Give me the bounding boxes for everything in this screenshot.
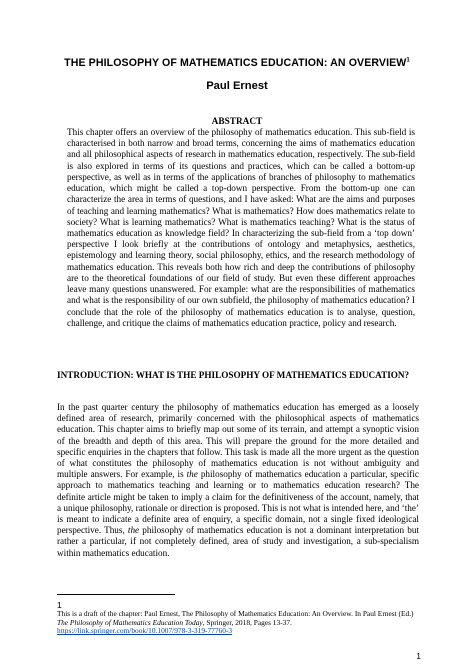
footnote-text-after: , Springer, 2018, Pages 13-37.: [202, 617, 292, 627]
footnote-text-before: This is a draft of the chapter: Paul Ernest, The Philosophy of Mathematics Education: An Overview. In Paul Ernest (Ed.): [57, 609, 414, 618]
intro-text-part-2: philosophy of mathematics education a particular, specific approach to mathematics teaching and learning or to mathematics education research? The definite article might be taken to imply a claim for the definitiveness of the account, namely, that a unique philosophy, rationale or direction is proposed. This is not what is intended here, and ‘the’ is meant to indicate a definite area of enquiry, a specific domain, not a single fixed ideological perspective. Thus,: [57, 469, 419, 536]
page-number: 1: [416, 651, 421, 661]
abstract-heading: ABSTRACT: [211, 117, 263, 127]
paper-title: [0, 57, 474, 69]
footnote-link[interactable]: https://link.springer.com/book/10.1007/978-3-319-77760-3: [57, 626, 233, 636]
footnote-divider: [57, 594, 175, 595]
author-name: Paul Ernest: [206, 80, 268, 92]
abstract-body: This chapter offers an overview of the philosophy of mathematics education. This sub-field is characterised in both narrow and broad terms, concerning the aims of mathematics education and all philosophical aspects of research in mathematics education, respectively. The sub-field is also explored in terms of its questions and practices, which can be called a bottom-up perspective, as well as in terms of the applications of branches of philosophy to mathematics education, which might be called a top-down perspective. From the bottom-up one can characterize the area in terms of questions, and I have asked: What are the aims and purposes of teaching and learning mathematics? What is mathematics? How does mathematics relate to society? What is learning mathematics? What is mathematics teaching? What is the status of mathematics education as knowledge field? In characterizing the sub-field from a ‘top down’ perspective I look briefly at the contributions of ontology and metaphysics, aesthetics, epistemology and learning theory, social philosophy, ethics, and the research methodology of mathematics education. This reveals both how rich and deep the contributions of philosophy are to the theoretical foundations of our field of study. But even these different approaches leave many questions unanswered. For example: what are the responsibilities of mathematics and what is the responsibility of our own subfield, the philosophy of mathematics education? I conclude that the role of the philosophy of mathematics education is to analyse, question, challenge, and critique the claims of mathematics education practice, policy and research.: [67, 127, 415, 328]
footnote-book-title: The Philosophy of Mathematics Education Today: [57, 617, 203, 627]
section-heading: INTRODUCTION: WHAT IS THE PHILOSOPHY OF MATHEMATICS EDUCATION?: [57, 370, 410, 380]
intro-text-part-1: In the past quarter century the philosophy of mathematics education has emerged as a loosely defined area of research, primarily concerned with the philosophical aspects of mathematics education. This chapter aims to briefly map out some of its terrain, and attempt a synoptic vision of the breadth and depth of this area. This will prepare the ground for the more detailed and specific enquiries in the chapters that follow. This task is made all the more urgent as the question of what constitutes the philosophy of mathematics education is not without ambiguity and multiple answers. For example, is: [57, 402, 419, 480]
intro-text-part-3: philosophy of mathematics education is not a dominant interpretation but rather a particular, if not completely defined, area of study and investigation, a sub-specialism within mathematics education.: [57, 525, 419, 558]
paper-title-text: THE PHILOSOPHY OF MATHEMATICS EDUCATION: AN OVERVIEW: [64, 57, 407, 69]
footnote-text: [57, 610, 419, 636]
footnote-number: 1: [57, 600, 62, 610]
intro-paragraph: [57, 402, 419, 559]
title-footnote-marker[interactable]: 1: [406, 57, 410, 64]
intro-emphasis-1: the: [186, 469, 198, 480]
intro-emphasis-2: the: [127, 525, 140, 536]
